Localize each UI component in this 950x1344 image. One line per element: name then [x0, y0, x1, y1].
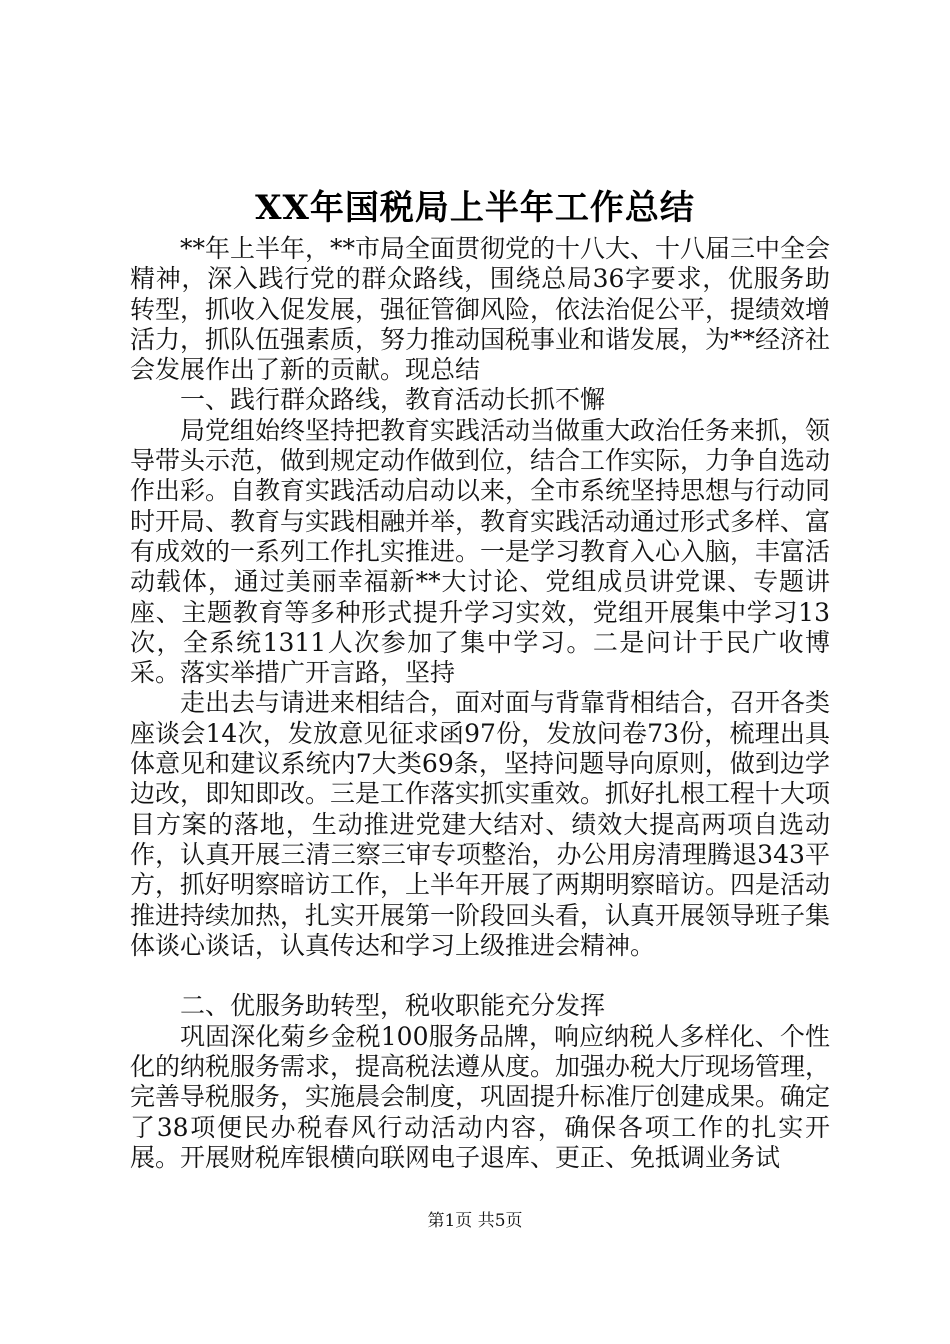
page-footer: 第1页 共5页: [427, 1211, 523, 1231]
paragraph-intro: **年上半年，**市局全面贯彻党的十八大、十八届三中全会精神，深入践行党的群众路线，围绕总局36字要求，优服务助转型，抓收入促发展，强征管御风险，依法治促公平，提绩效增活力，抓队伍强素质，努力推动国税事业和谐发展，为**经济社会发展作出了新的贡献。现总结: [130, 234, 831, 385]
paragraph-section-1a: 局党组始终坚持把教育实践活动当做重大政治任务来抓，领导带头示范，做到规定动作做到位，结合工作实际，力争自选动作出彩。自教育实践活动启动以来，全市系统坚持思想与行动同时开局、教育与实践相融并举，教育实践活动通过形式多样、富有成效的一系列工作扎实推进。一是学习教育入心入脑，丰富活动载体，通过美丽幸福新**大讨论、党组成员讲党课、专题讲座、主题教育等多种形式提升学习实效，党组开展集中学习13次，全系统1311人次参加了集中学习。二是问计于民广收博采。落实举措广开言路，坚持: [130, 415, 831, 688]
paragraph-section-1b: 走出去与请进来相结合，面对面与背靠背相结合，召开各类座谈会14次，发放意见征求函97份，发放问卷73份，梳理出具体意见和建议系统内7大类69条，坚持问题导向原则，做到边学边改，即知即改。三是工作落实抓实重效。抓好扎根工程十大项目方案的落地，生动推进党建大结对、绩效大提高两项自选动作，认真开展三清三察三审专项整治，办公用房清理腾退343平方，抓好明察暗访工作，上半年开展了两期明察暗访。四是活动推进持续加热，扎实开展第一阶段回头看，认真开展领导班子集体谈心谈话，认真传达和学习上级推进会精神。: [130, 688, 831, 960]
section-heading-2: 二、优服务助转型，税收职能充分发挥: [180, 991, 606, 1021]
document-title: XX年国税局上半年工作总结: [255, 188, 695, 228]
blank-line: [130, 961, 830, 991]
document-body: [130, 234, 830, 1173]
paragraph-section-2a: 巩固深化菊乡金税100服务品牌，响应纳税人多样化、个性化的纳税服务需求，提高税法遵从度。加强办税大厅现场管理，完善导税服务，实施晨会制度，巩固提升标准厅创建成果。确定了38项便民办税春风行动活动内容，确保各项工作的扎实开展。开展财税库银横向联网电子退库、更正、免抵调业务试: [130, 1021, 831, 1172]
section-heading-1: 一、践行群众路线，教育活动长抓不懈: [180, 385, 606, 415]
